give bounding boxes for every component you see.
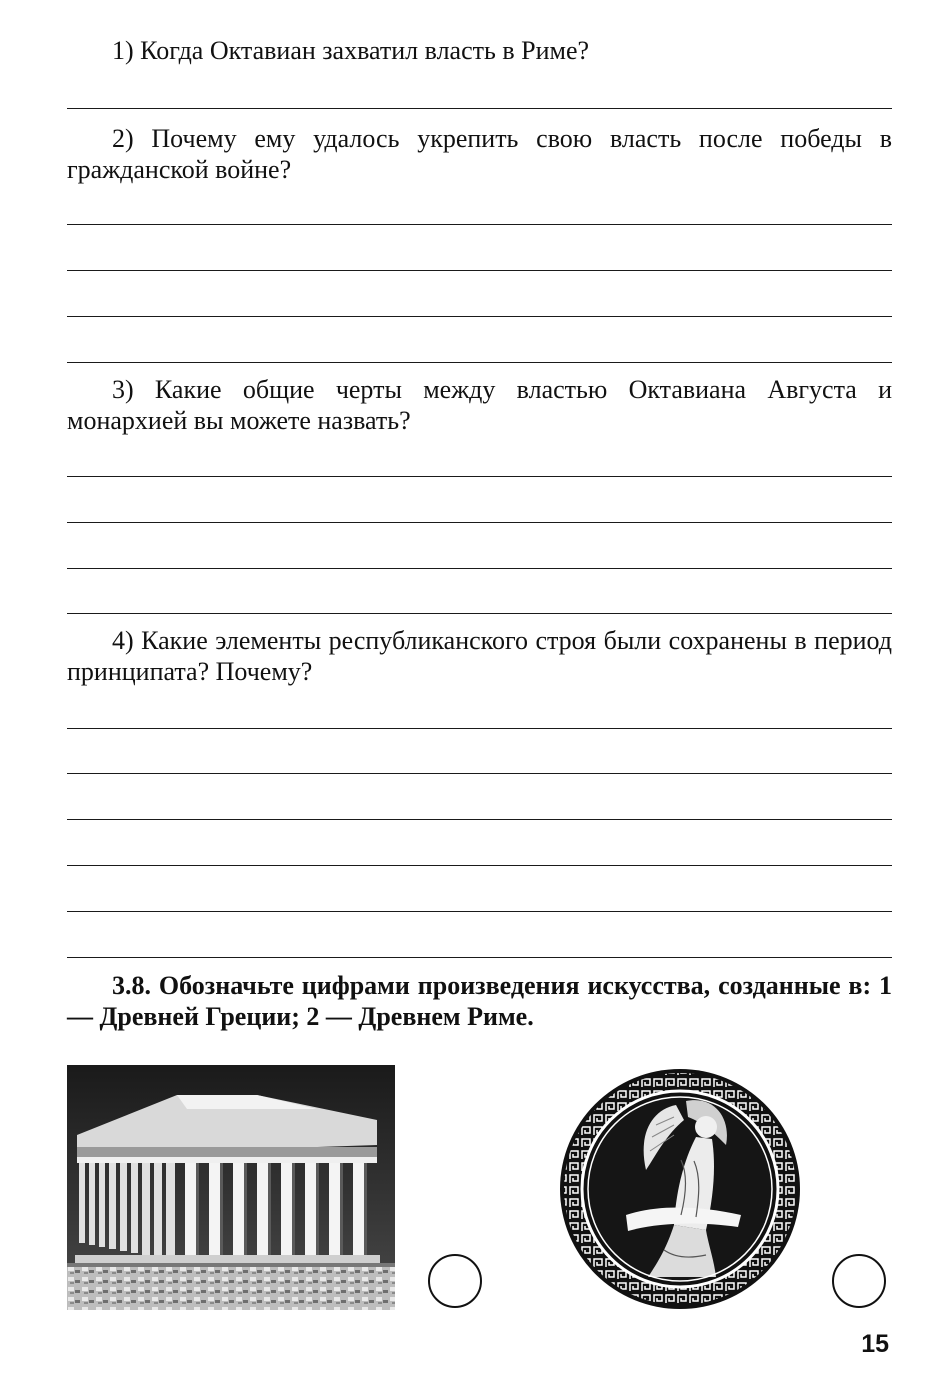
answer-line[interactable] bbox=[67, 108, 892, 109]
answer-line[interactable] bbox=[67, 568, 892, 569]
parthenon-photo bbox=[67, 1065, 395, 1310]
answer-line[interactable] bbox=[67, 957, 892, 958]
answer-line[interactable] bbox=[67, 522, 892, 523]
kylix-tondo-illustration bbox=[556, 1065, 804, 1313]
answer-line[interactable] bbox=[67, 819, 892, 820]
answer-line[interactable] bbox=[67, 224, 892, 225]
answer-line[interactable] bbox=[67, 270, 892, 271]
answer-line[interactable] bbox=[67, 362, 892, 363]
question-2: 2) Почему ему удалось укрепить свою власть после победы в гражданской войне? bbox=[67, 124, 892, 184]
answer-circle-1[interactable] bbox=[428, 1254, 482, 1308]
question-3: 3) Какие общие черты между властью Октавиана Августа и монархией вы можете назвать? bbox=[67, 375, 892, 435]
question-1: 1) Когда Октавиан захватил власть в Риме? bbox=[112, 36, 590, 65]
task-3-8: 3.8. Обозначьте цифрами произведения искусства, созданные в: 1 — Древней Греции; 2 — Древнем Риме. bbox=[67, 971, 892, 1031]
answer-line[interactable] bbox=[67, 316, 892, 317]
answer-line[interactable] bbox=[67, 613, 892, 614]
answer-line[interactable] bbox=[67, 911, 892, 912]
page-number: 15 bbox=[861, 1330, 889, 1358]
answer-line[interactable] bbox=[67, 728, 892, 729]
answer-circle-2[interactable] bbox=[832, 1254, 886, 1308]
answer-line[interactable] bbox=[67, 476, 892, 477]
answer-line[interactable] bbox=[67, 865, 892, 866]
question-4: 4) Какие элементы республиканского строя были сохранены в период принципата? Почему? bbox=[67, 626, 892, 686]
answer-line[interactable] bbox=[67, 773, 892, 774]
